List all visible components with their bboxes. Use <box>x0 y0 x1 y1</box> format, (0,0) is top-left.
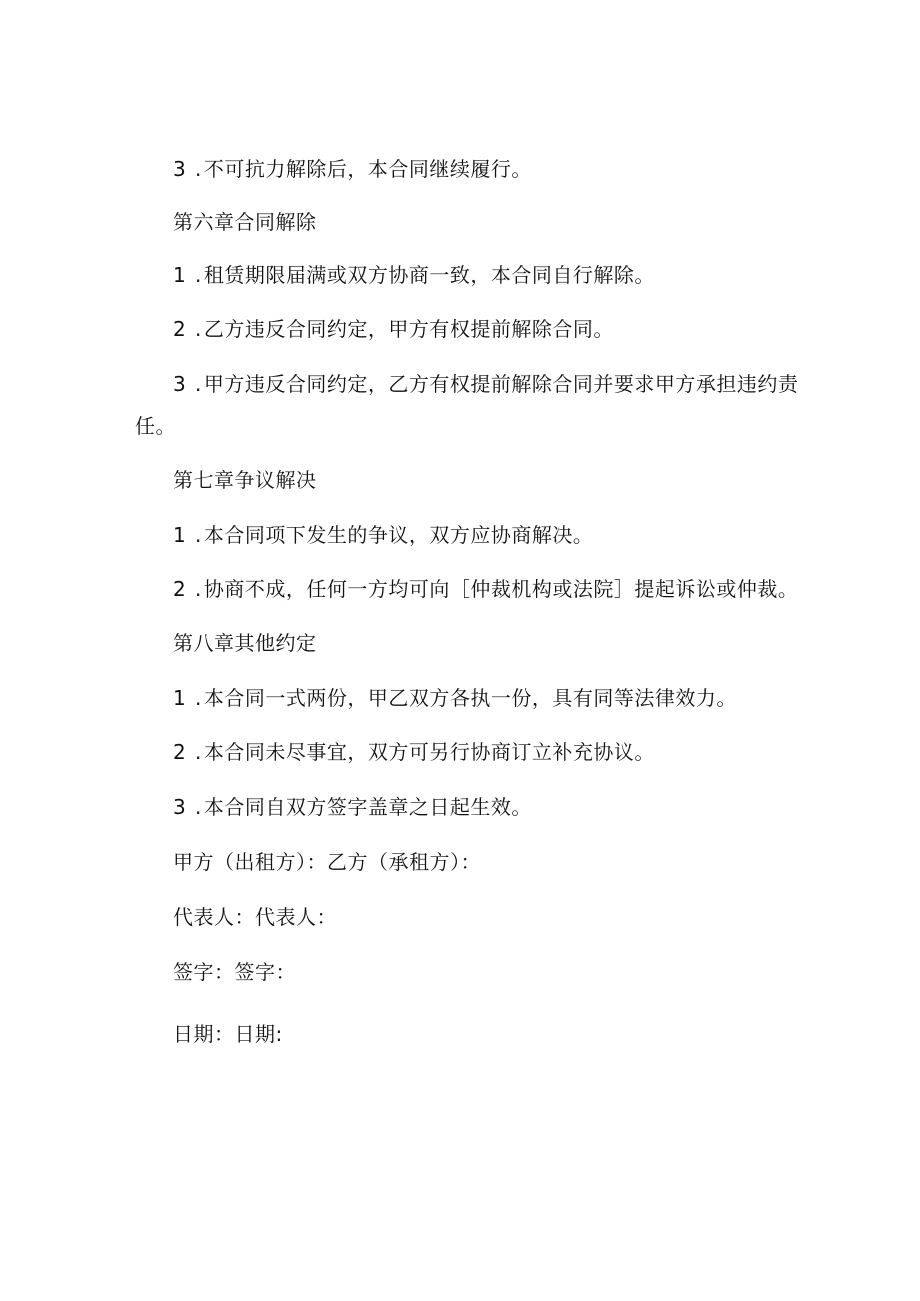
clause-text: 乙方违反合同约定，甲方有权提前解除合同。 <box>203 317 614 341</box>
clause-text: 协商不成，任何一方均可向［仲裁机构或法院］提起诉讼或仲裁。 <box>203 577 799 601</box>
clause-6-3-continuation: 任。 <box>135 414 176 438</box>
signature-line: 签字：签字： <box>173 960 296 984</box>
clause-text: 本合同自双方签字盖章之日起生效。 <box>203 795 532 819</box>
clause-text: 本合同未尽事宜，双方可另行协商订立补充协议。 <box>203 740 655 764</box>
chapter-7-heading: 第七章争议解决 <box>173 468 317 492</box>
clause-text: 本合同项下发生的争议，双方应协商解决。 <box>203 523 594 547</box>
chapter-6-heading: 第六章合同解除 <box>173 210 317 234</box>
clause-number: 1 <box>173 263 187 287</box>
clause-text: 不可抗力解除后，本合同继续履行。 <box>203 157 532 181</box>
clause-number: 3 <box>173 795 187 819</box>
clause-5-3: 3 . 不可抗力解除后，本合同继续履行。 <box>173 157 532 181</box>
clause-number: 3 <box>173 372 187 396</box>
clause-8-2: 2 . 本合同未尽事宜，双方可另行协商订立补充协议。 <box>173 740 655 764</box>
clause-number: 1 <box>173 686 187 710</box>
representative-line: 代表人：代表人： <box>173 905 337 929</box>
clause-6-3: 3 . 甲方违反合同约定，乙方有权提前解除合同并要求甲方承担违约责 <box>173 372 799 396</box>
clause-number: 2 <box>173 577 187 601</box>
clause-number: 1 <box>173 523 187 547</box>
clause-8-1: 1 . 本合同一式两份，甲乙双方各执一份，具有同等法律效力。 <box>173 686 737 710</box>
clause-8-3: 3 . 本合同自双方签字盖章之日起生效。 <box>173 795 532 819</box>
clause-text: 甲方违反合同约定，乙方有权提前解除合同并要求甲方承担违约责 <box>203 372 799 396</box>
date-line: 日期：日期: <box>173 1022 283 1046</box>
clause-number: 2 <box>173 317 187 341</box>
clause-7-2: 2 . 协商不成，任何一方均可向［仲裁机构或法院］提起诉讼或仲裁。 <box>173 577 799 601</box>
clause-text: 租赁期限届满或双方协商一致，本合同自行解除。 <box>203 263 655 287</box>
chapter-8-heading: 第八章其他约定 <box>173 631 317 655</box>
clause-number: 3 <box>173 157 187 181</box>
clause-7-1: 1 . 本合同项下发生的争议，双方应协商解决。 <box>173 523 594 547</box>
clause-6-2: 2 . 乙方违反合同约定，甲方有权提前解除合同。 <box>173 317 614 341</box>
parties-line: 甲方（出租方）：乙方（承租方）： <box>173 850 481 874</box>
clause-text: 本合同一式两份，甲乙双方各执一份，具有同等法律效力。 <box>203 686 737 710</box>
clause-number: 2 <box>173 740 187 764</box>
clause-6-1: 1 . 租赁期限届满或双方协商一致，本合同自行解除。 <box>173 263 655 287</box>
